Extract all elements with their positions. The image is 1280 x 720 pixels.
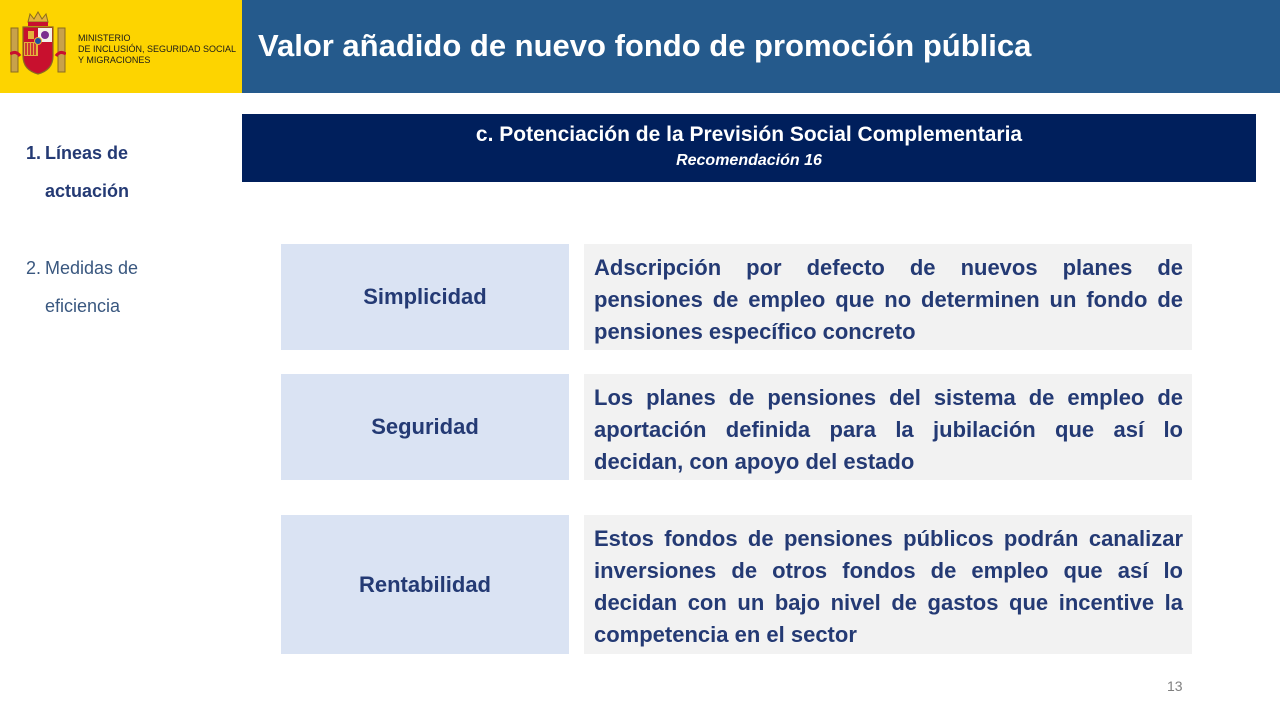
table-row [281,515,1192,654]
page-title: Valor añadido de nuevo fondo de promoción pública [258,28,1032,63]
nav-item-medidas-de-eficiencia[interactable] [26,249,226,325]
nav-item-label: Líneas de actuación [45,143,130,201]
page-number: 13 [1167,678,1183,694]
row-label: Simplicidad [281,244,569,350]
ministry-name [78,33,236,66]
table-row [281,244,1192,350]
nav-item-number: 1. [26,143,42,163]
row-description: Estos fondos de pensiones públicos podrán canalizar inversiones de otros fondos de empleo que así lo decidan con un bajo nivel de gastos que incentive la competencia en el sector [584,515,1192,654]
sidebar-nav [26,134,226,325]
ministry-line-2: DE INCLUSIÓN, SEGURIDAD SOCIAL [78,44,237,54]
ministry-line-3: Y MIGRACIONES [78,55,151,65]
row-description: Adscripción por defecto de nuevos planes de pensiones de empleo que no determinen un fondo de pensiones específico concreto [584,244,1192,350]
nav-item-lineas-de-actuacion[interactable] [26,134,226,210]
nav-item-label: Medidas de eficiencia [45,258,139,316]
section-header [242,114,1256,182]
row-label: Seguridad [281,374,569,480]
nav-item-number: 2. [26,258,42,278]
title-bar [242,0,1280,93]
ministry-line-1: MINISTERIO [78,33,131,43]
table-row [281,374,1192,480]
row-label: Rentabilidad [281,515,569,654]
spanish-coat-of-arms-icon [10,10,66,80]
ministry-logo-block [0,0,242,93]
section-heading: c. Potenciación de la Previsión Social Complementaria [475,123,1023,146]
section-subheading: Recomendación 16 [676,152,822,169]
row-description: Los planes de pensiones del sistema de empleo de aportación definida para la jubilación que así lo decidan, con apoyo del estado [584,374,1192,480]
